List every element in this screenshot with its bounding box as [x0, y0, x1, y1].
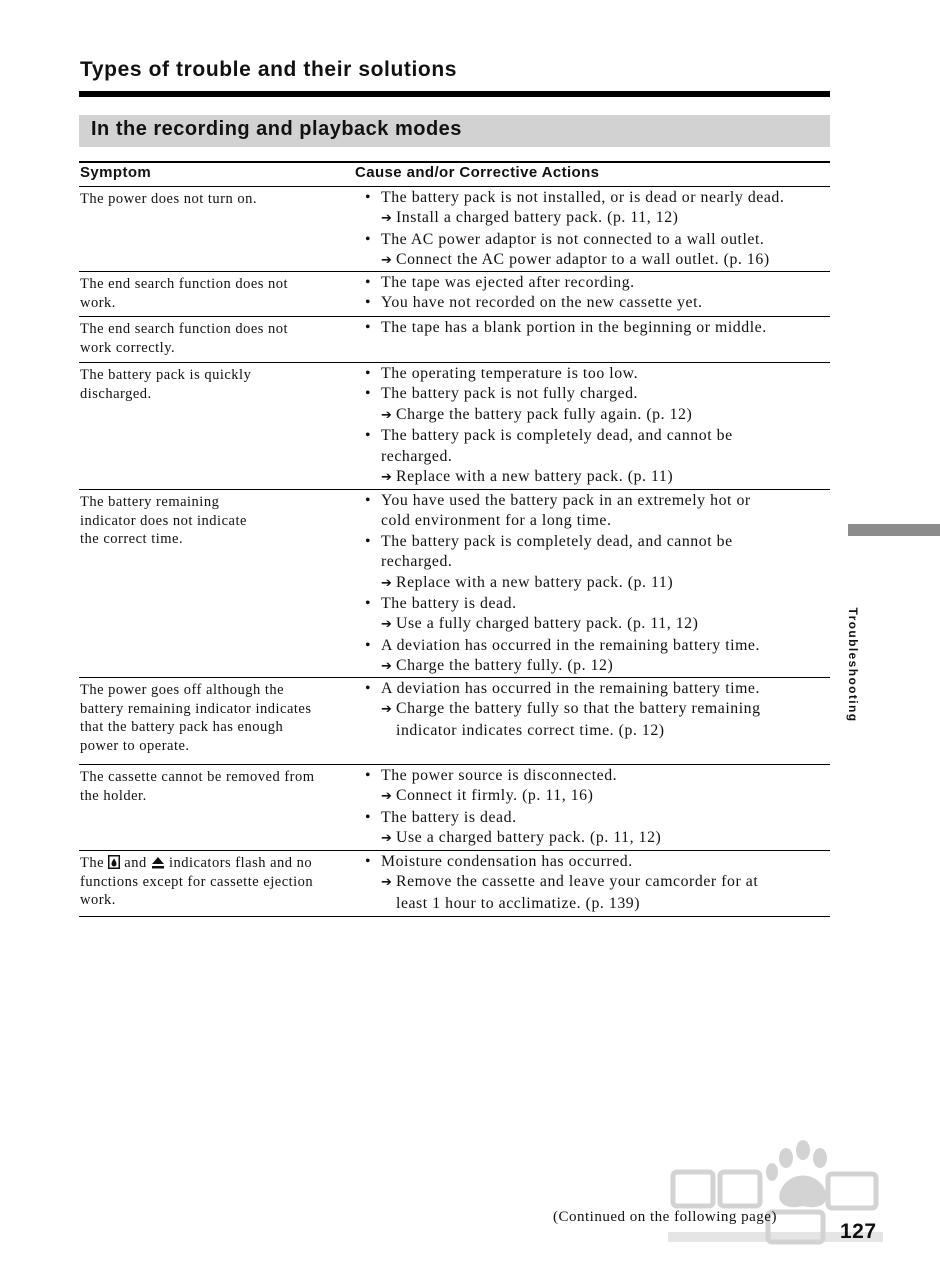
- symptom-cell: [80, 366, 348, 403]
- section-tab-marker: [848, 524, 940, 536]
- arrow-right-icon: ➔: [381, 617, 393, 633]
- symptom-line: [80, 854, 348, 873]
- symptom-line: The battery pack is quickly: [80, 367, 252, 383]
- title-rule: [79, 91, 830, 97]
- corrective-action: [361, 872, 831, 893]
- cause-bullet: • The battery is dead.: [361, 594, 831, 614]
- trouble-table: [79, 187, 830, 917]
- symptom-line: the holder.: [80, 787, 147, 804]
- cause-bullet: • A deviation has occurred in the remaining battery time.: [361, 636, 831, 656]
- symptom-text: indicators flash and no: [164, 855, 313, 871]
- cause-bullet: • The battery pack is completely dead, and cannot be: [361, 426, 831, 446]
- arrow-right-icon: ➔: [381, 253, 393, 269]
- eject-icon: [151, 856, 165, 869]
- arrow-right-icon: ➔: [381, 659, 393, 675]
- cause-cell: [361, 852, 831, 914]
- section-title: In the recording and playback modes: [91, 118, 462, 140]
- page-number: 127: [840, 1220, 877, 1243]
- cause-cell: [361, 188, 831, 272]
- cause-bullet: • The battery pack is not installed, or is dead or nearly dead.: [361, 188, 831, 208]
- corrective-action: [361, 786, 831, 807]
- cause-continued: cold environment for a long time.: [381, 512, 612, 530]
- table-row: [79, 678, 830, 765]
- symptom-line: functions except for cassette ejection: [80, 873, 314, 890]
- cause-bullet: • The operating temperature is too low.: [361, 364, 831, 384]
- table-row: [79, 317, 830, 363]
- table-row: [79, 765, 830, 851]
- cause-bullet: • You have used the battery pack in an extremely hot or: [361, 491, 831, 511]
- cause-bullet: • The AC power adaptor is not connected to a wall outlet.: [361, 230, 831, 250]
- cause-cell: [361, 766, 831, 850]
- corrective-action-text: Charge the battery fully so that the battery remaining: [396, 700, 761, 718]
- arrow-right-icon: ➔: [381, 575, 393, 591]
- side-tab-text: Troubleshooting: [846, 607, 860, 723]
- arrow-right-icon: ➔: [381, 702, 393, 718]
- cause-bullet: • The battery pack is completely dead, and cannot be: [361, 532, 831, 552]
- symptom-line: that the battery pack has enough: [80, 719, 284, 735]
- symptom-cell: [80, 681, 348, 755]
- watermark-logo: [668, 1140, 883, 1255]
- table-row: [79, 187, 830, 272]
- cause-bullet: • The tape has a blank portion in the beginning or middle.: [361, 318, 831, 338]
- corrective-action-text: Replace with a new battery pack. (p. 11): [396, 468, 674, 486]
- symptom-cell: [80, 320, 348, 357]
- cause-bullet: • The tape was ejected after recording.: [361, 273, 831, 293]
- cause-bullet: • A deviation has occurred in the remaining battery time.: [361, 679, 831, 699]
- symptom-line: power to operate.: [80, 737, 190, 754]
- corrective-action-text: Connect it firmly. (p. 11, 16): [396, 787, 594, 805]
- corrective-action-text: Charge the battery pack fully again. (p. 12): [396, 405, 693, 423]
- cause-cell: [361, 318, 831, 338]
- arrow-right-icon: ➔: [381, 831, 393, 847]
- cause-bullet: • The power source is disconnected.: [361, 766, 831, 786]
- cause-cell: [361, 679, 831, 741]
- corrective-action-text: Remove the cassette and leave your camcorder for at: [396, 873, 759, 891]
- symptom-line: indicator does not indicate: [80, 512, 247, 529]
- cause-bullet: • Moisture condensation has occurred.: [361, 852, 831, 872]
- corrective-action: [361, 699, 831, 720]
- cause-cell: [361, 273, 831, 314]
- corrective-action-text: Install a charged battery pack. (p. 11, 12): [396, 209, 679, 227]
- cause-bullet: • The battery is dead.: [361, 808, 831, 828]
- arrow-right-icon: ➔: [381, 470, 393, 486]
- corrective-action-text: Use a fully charged battery pack. (p. 11, 12): [396, 615, 699, 633]
- corrective-action: [361, 208, 831, 229]
- cause-bullet: • The battery pack is not fully charged.: [361, 384, 831, 404]
- symptom-text: The: [80, 855, 109, 871]
- corrective-action: [361, 573, 831, 594]
- symptom-cell: [80, 190, 348, 209]
- table-row: [79, 490, 830, 678]
- corrective-action-text: Connect the AC power adaptor to a wall outlet. (p. 16): [396, 251, 770, 269]
- corrective-action: [361, 250, 831, 271]
- symptom-line: The end search function does not: [80, 276, 289, 292]
- corrective-action: [361, 656, 831, 677]
- arrow-right-icon: ➔: [381, 211, 393, 227]
- symptom-cell: [80, 854, 348, 910]
- side-tab-label: [843, 605, 863, 725]
- symptom-line: work.: [80, 294, 116, 311]
- table-row: [79, 272, 830, 317]
- arrow-right-icon: ➔: [381, 407, 393, 423]
- symptom-line: The power goes off although the: [80, 682, 285, 698]
- corrective-action: [361, 405, 831, 426]
- symptom-cell: [80, 768, 348, 805]
- page-title: Types of trouble and their solutions: [80, 58, 458, 81]
- symptom-line: The cassette cannot be removed from: [80, 769, 315, 785]
- symptom-cell: [80, 493, 348, 549]
- symptom-line: work.: [80, 892, 116, 908]
- corrective-action-text: Use a charged battery pack. (p. 11, 12): [396, 829, 662, 847]
- cause-cell: [361, 364, 831, 488]
- cause-bullet: • You have not recorded on the new cassette yet.: [361, 293, 831, 313]
- symptom-line: The power does not turn on.: [80, 191, 257, 207]
- symptom-line: The end search function does not: [80, 321, 289, 337]
- symptom-line: work correctly.: [80, 339, 176, 356]
- table-row: [79, 363, 830, 490]
- symptom-text: and: [120, 855, 151, 871]
- symptom-line: battery remaining indicator indicates: [80, 700, 312, 717]
- continued-note: (Continued on the following page): [553, 1209, 777, 1225]
- cause-continued: recharged.: [381, 447, 453, 465]
- corrective-action: [361, 828, 831, 849]
- table-row: [79, 851, 830, 917]
- corrective-action: [361, 467, 831, 488]
- table-top-rule: [79, 161, 830, 163]
- symptom-line: The battery remaining: [80, 494, 220, 510]
- corrective-action-continued: indicator indicates correct time. (p. 12): [396, 721, 665, 739]
- symptom-cell: [80, 275, 348, 312]
- section-band: [79, 115, 830, 147]
- moisture-condensation-icon: [108, 855, 120, 869]
- column-header-cause: Cause and/or Corrective Actions: [355, 164, 600, 181]
- arrow-right-icon: ➔: [381, 789, 393, 805]
- cause-continued: recharged.: [381, 553, 453, 571]
- symptom-line: the correct time.: [80, 531, 184, 547]
- cause-cell: [361, 491, 831, 678]
- column-header-symptom: Symptom: [80, 164, 152, 181]
- corrective-action-continued: least 1 hour to acclimatize. (p. 139): [396, 894, 641, 912]
- symptom-line: discharged.: [80, 385, 152, 402]
- corrective-action-text: Replace with a new battery pack. (p. 11): [396, 573, 674, 591]
- arrow-right-icon: ➔: [381, 875, 393, 891]
- corrective-action-text: Charge the battery fully. (p. 12): [396, 657, 614, 675]
- corrective-action: [361, 614, 831, 635]
